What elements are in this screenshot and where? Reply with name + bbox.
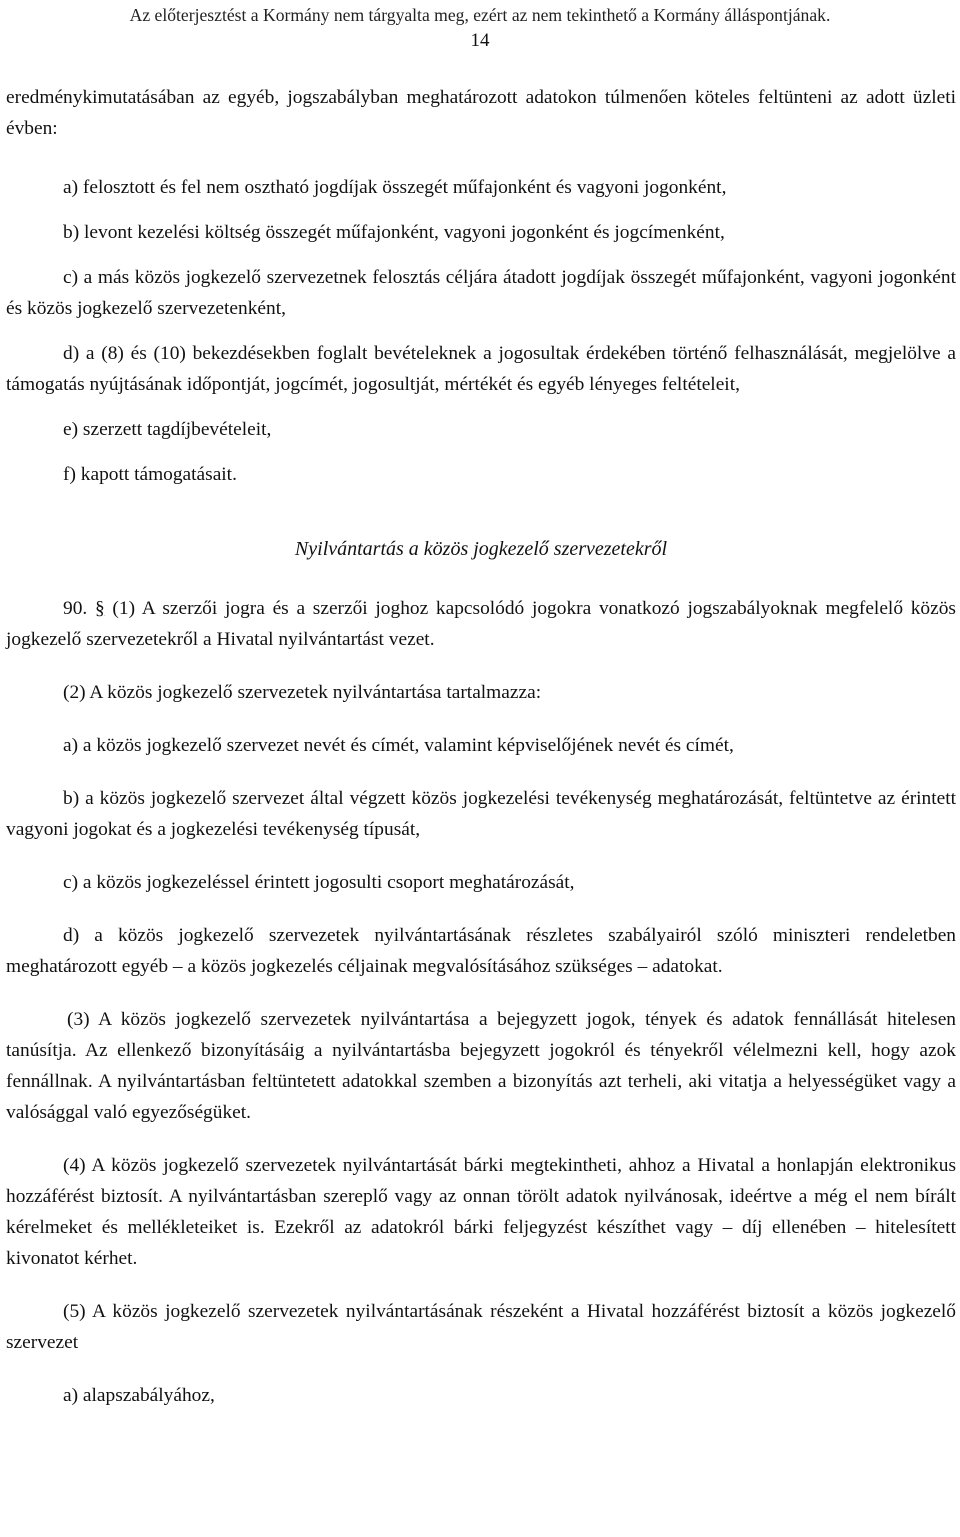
list-item-c: c) a más közös jogkezelő szervezetnek felosztás céljára átadott jogdíjak összegét műfajonként, vagyoni jogonként és közös jogkezelő szervezetenként,	[6, 267, 956, 319]
list-item-e: e) szerzett tagdíjbevételeit,	[63, 419, 272, 440]
document-body	[6, 82, 956, 1411]
section-90-paragraph-2: (2) A közös jogkezelő szervezetek nyilvántartása tartalmazza:	[63, 682, 542, 703]
paragraph-2-item-b: b) a közös jogkezelő szervezet által végzett közös jogkezelési tevékenység meghatározását, feltüntetve az érintett vagyoni jogokat és a jogkezelési tevékenység típusát,	[6, 788, 956, 840]
draft-notice: Az előterjesztést a Kormány nem tárgyalta meg, ezért az nem tekinthető a Kormány álláspontjának.	[129, 5, 831, 25]
list-item-a: a) felosztott és fel nem osztható jogdíjak összegét műfajonként és vagyoni jogonként,	[63, 177, 727, 198]
list-item-d: d) a (8) és (10) bekezdésekben foglalt bevételeknek a jogosultak érdekében történő felhasználását, megjelölve a támogatás nyújtásának időpontját, jogcímét, jogosultját, mértékét és egyéb lényeges feltételeit,	[6, 343, 956, 395]
paragraph-2-item-a: a) a közös jogkezelő szervezet nevét és címét, valamint képviselőjének nevét és címét,	[63, 735, 734, 756]
paragraph-2-item-c: c) a közös jogkezeléssel érintett jogosulti csoport meghatározását,	[63, 872, 575, 893]
section-sign: §	[94, 598, 105, 619]
section-number: 90.	[63, 598, 88, 619]
section-90-paragraph-4: (4) A közös jogkezelő szervezetek nyilvántartását bárki megtekintheti, ahhoz a Hivatal a honlapján elektronikus hozzáférést biztosít. A nyilvántartásban szereplő vagy az onnan törölt adatok nyilvánosak, ideértve a még el nem bírált kérelmeket és mellékleteiket is. Ezekről az adatokról bárki feljegyzést készíthet vagy – díj ellenében – hitelesített kivonatot kérhet.	[6, 1155, 956, 1269]
page-number: 14	[470, 30, 490, 51]
section-heading: Nyilvántartás a közös jogkezelő szervezetekről	[294, 538, 668, 560]
section-90-paragraph-1	[6, 593, 956, 655]
paragraph-5-item-a: a) alapszabályához,	[63, 1385, 215, 1406]
list-item-f: f) kapott támogatásait.	[63, 464, 237, 485]
section-90-paragraph-5: (5) A közös jogkezelő szervezetek nyilvántartásának részeként a Hivatal hozzáférést biztosít a közös jogkezelő szervezet	[6, 1301, 956, 1353]
list-item-b: b) levont kezelési költség összegét műfajonként, vagyoni jogonként és jogcímenként,	[63, 222, 725, 243]
paragraph-1-text: (1) A szerzői jogra és a szerzői joghoz kapcsolódó jogokra vonatkozó jogszabályoknak megfelelő közös jogkezelő szervezetekről a Hivatal nyilvántartást vezet.	[6, 598, 956, 650]
paragraph-2-item-d: d) a közös jogkezelő szervezetek nyilvántartásának részletes szabályairól szóló miniszteri rendeletben meghatározott egyéb – a közös jogkezelés céljainak megvalósításához szükséges – adatokat.	[6, 925, 956, 977]
page-header	[0, 4, 960, 52]
section-90-paragraph-3: (3) A közös jogkezelő szervezetek nyilvántartása a bejegyzett jogok, tények és adatok fennállását hitelesen tanúsítja. Az ellenkező bizonyításáig a nyilvántartásba bejegyzett jogokról és tényekről vélelmezni kell, hogy azok fennállnak. A nyilvántartásban feltüntetett adatokkal szemben a bizonyítás azt terheli, aki vitatja a helyességüket vagy a valósággal való egyezőségüket.	[6, 1009, 956, 1123]
intro-paragraph: eredménykimutatásában az egyéb, jogszabályban meghatározott adatokon túlmenően köteles feltünteni az adott üzleti évben:	[6, 87, 956, 139]
